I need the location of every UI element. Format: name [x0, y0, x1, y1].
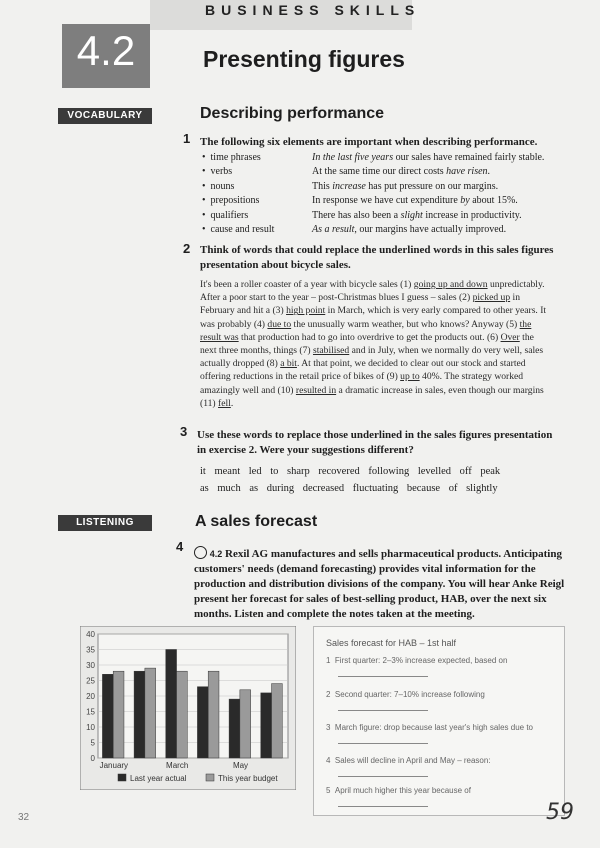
legend-label: Last year actual: [130, 774, 187, 783]
example-sentence: In response we have cut expenditure by about 15%.: [312, 195, 518, 207]
bar-this-year: [113, 671, 124, 758]
legend-swatch: [206, 774, 214, 781]
bar-this-year: [145, 668, 156, 758]
y-tick-label: 35: [86, 645, 95, 655]
cd-icon: [194, 546, 207, 559]
vocabulary-heading: Describing performance: [200, 105, 385, 122]
exercise-4-instruction: Rexil AG manufactures and sells pharmaceutical products. Anticipating customers' needs (demand forecasting) provides vital information for the production and distribution divisions of the company. You will hear Anke Reigl present her forecast for sales of best-selling product, HAB, over the next six months. Listen and complete the notes taken at the meeting.: [194, 548, 565, 620]
sales-presentation-passage: It's been a roller coaster of a year with bicycle sales (1) going up and down unpredictably. After a poor start to the year – post-Christmas blues I guess – sales (2) picked up in February and hit a (3) high point in March, which is very early compared to other years. It was probably (4) due to the unusually warm weather, but who knows? Anyway (5) the result was that production had to go into overdrive to get the products out. (6) Over the next three months, things (7) stabilised and in July, when we normally do very well, sales actually dropped (8) a bit. At that point, we decided to clear out our stock and started offering reductions in the retail price of bikes of (9) up to 40%. The strategy worked amazingly well and (10) resulted in a dramatic increase in sales, even though our margins (11) fell.: [200, 279, 547, 409]
exercise-1-number: 1: [183, 131, 191, 146]
notes-item: 4 Sales will decline in April and May – reason:: [326, 755, 554, 777]
bar-this-year: [240, 690, 251, 758]
left-margin-number: 32: [18, 812, 30, 823]
term-item: • verbs: [202, 165, 310, 179]
exercise-3-number: 3: [180, 424, 188, 439]
word-line: as much as during decreased fluctuating because of slightly: [200, 483, 498, 494]
vocabulary-label: VOCABULARY: [58, 108, 152, 124]
x-tick-label: January: [99, 761, 129, 770]
track-number: 4.2: [209, 549, 223, 559]
bar-last-year: [166, 650, 177, 759]
y-tick-label: 5: [90, 738, 95, 748]
y-tick-label: 30: [86, 661, 95, 670]
example-sentence: As a result, our margins have actually improved.: [312, 224, 507, 236]
term-item: • nouns: [202, 180, 310, 194]
sales-bar-chart: [80, 626, 296, 790]
y-tick-label: 40: [86, 630, 95, 639]
answer-blank[interactable]: [338, 666, 428, 677]
series-title: BUSINESS SKILLS: [205, 2, 421, 18]
notes-item: 1 First quarter: 2–3% increase expected, based on: [326, 655, 554, 677]
legend-swatch: [118, 774, 126, 781]
term-item: • prepositions: [202, 194, 310, 208]
bar-this-year: [272, 684, 283, 758]
handwritten-page-number: 59: [546, 800, 574, 825]
bar-last-year: [197, 687, 208, 758]
exercise-1-instruction: The following six elements are important when describing performance.: [200, 136, 538, 148]
bar-this-year: [208, 671, 219, 758]
term-item: • cause and result: [202, 223, 310, 237]
chart-grid: [98, 634, 288, 758]
notes-title: Sales forecast for HAB – 1st half: [326, 638, 457, 648]
example-sentence: There has also been a slight increase in productivity.: [312, 209, 522, 221]
element-term-list: [202, 151, 310, 237]
replacement-word-list: [200, 463, 560, 497]
listening-heading: A sales forecast: [195, 513, 318, 530]
bar-last-year: [102, 674, 113, 758]
page-title: Presenting figures: [203, 46, 405, 72]
notes-item: 2 Second quarter: 7–10% increase following: [326, 689, 554, 711]
bar-last-year: [261, 693, 272, 758]
example-sentence: At the same time our direct costs have risen.: [312, 166, 491, 178]
example-sentence: This increase has put pressure on our margins.: [312, 180, 499, 192]
answer-blank[interactable]: [338, 700, 428, 711]
unit-number: 4.2: [76, 27, 136, 74]
example-sentence-list: [312, 151, 574, 237]
answer-blank[interactable]: [338, 733, 428, 744]
x-tick-label: May: [232, 761, 249, 770]
y-tick-label: 15: [86, 707, 95, 717]
exercise-3-instruction: Use these words to replace those underlined in the sales figures presentation in exercise 2. Were your suggestions different?: [197, 429, 553, 456]
exercise-2-number: 2: [183, 241, 191, 256]
term-item: • qualifiers: [202, 209, 310, 223]
notes-item: 5 April much higher this year because of: [326, 785, 554, 807]
notes-item: 3 March figure: drop because last year's high sales due to: [326, 722, 554, 744]
exercise-4-number: 4: [176, 539, 184, 554]
y-tick-label: 25: [86, 676, 95, 686]
legend-label: This year budget: [218, 774, 278, 783]
bar-this-year: [177, 671, 188, 758]
term-item: • time phrases: [202, 151, 310, 165]
x-tick-label: March: [166, 761, 189, 770]
exercise-4-instruction-block: [194, 544, 574, 622]
y-tick-label: 20: [86, 692, 95, 701]
bar-last-year: [134, 671, 145, 758]
y-tick-label: 0: [90, 754, 95, 763]
example-sentence: In the last five years our sales have remained fairly stable.: [312, 152, 545, 163]
word-line: it meant led to sharp recovered following levelled off peak: [200, 466, 501, 477]
listening-label: LISTENING: [58, 515, 152, 531]
exercise-2-instruction: Think of words that could replace the underlined words in this sales figures presentation about bicycle sales.: [200, 244, 554, 271]
y-tick-label: 10: [86, 723, 95, 732]
answer-blank[interactable]: [338, 796, 428, 807]
bar-last-year: [229, 699, 240, 758]
answer-blank[interactable]: [338, 766, 428, 777]
